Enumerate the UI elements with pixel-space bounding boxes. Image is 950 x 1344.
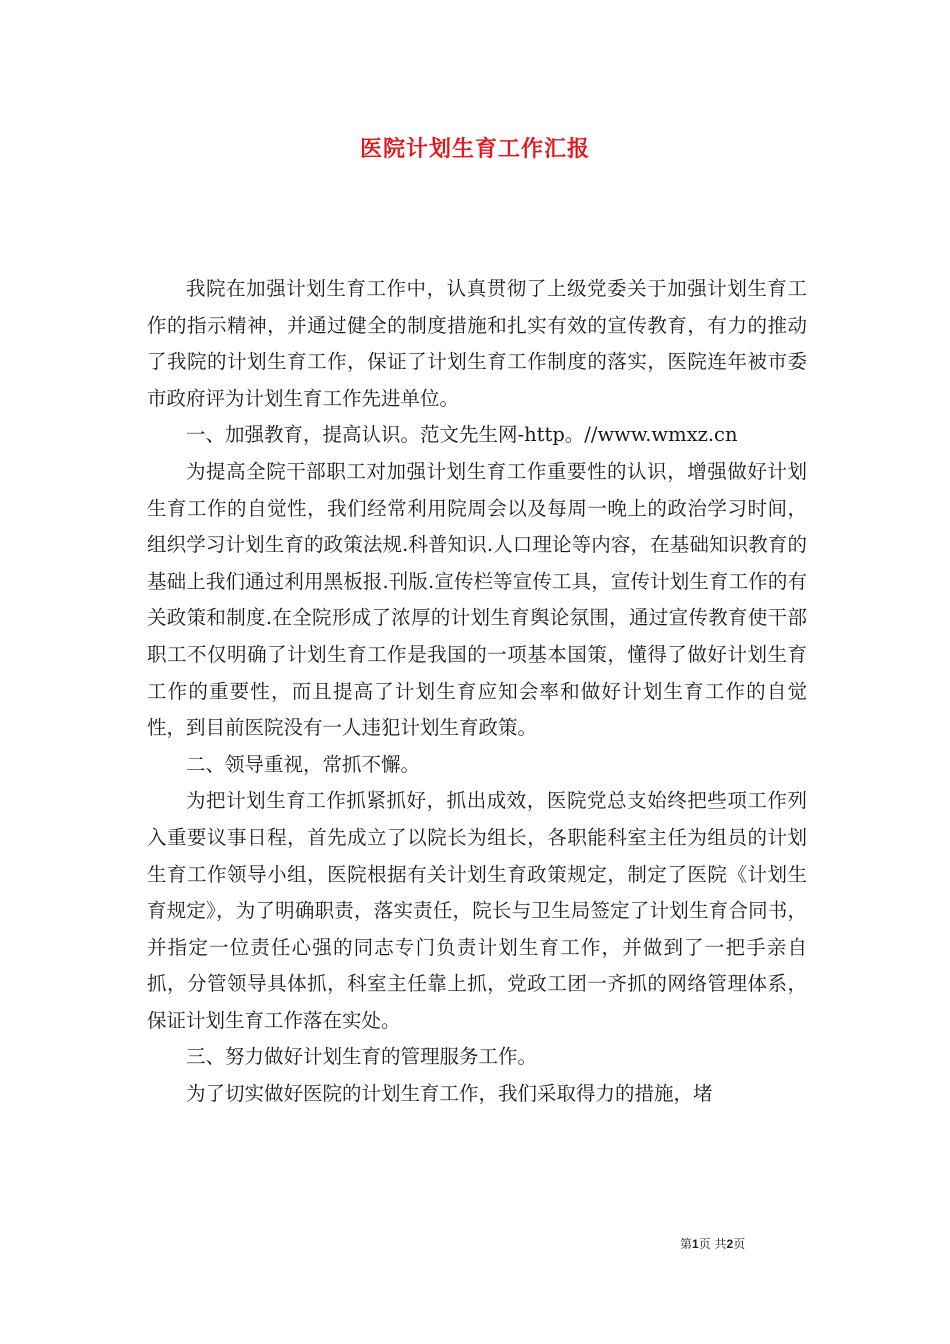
paragraph-section-3: 为了切实做好医院的计划生育工作，我们采取得力的措施，堵 bbox=[186, 1082, 713, 1106]
paragraph-section-1: 为提高全院干部职工对加强计划生育工作重要性的认识，增强做好计划生育工作的自觉性，我们经常利用院周会以及每周一晚上的政治学习时间，组织学习计划生育的政策法规.科普知识.人口理论等内容，在基础知识教育的基础上我们通过利用黑板报.刊版.宣传栏等宣传工具，宣传计划生育工作的有关政策和制度.在全院形成了浓厚的计划生育舆论氛围，通过宣传教育使干部职工不仅明确了计划生育工作是我国的一项基本国策，懂得了做好计划生育工作的重要性，而且提高了计划生育应知会率和做好计划生育工作的自觉性，到目前医院没有一人违犯计划生育政策。 bbox=[147, 459, 807, 740]
footer-middle: 页 共 bbox=[698, 1237, 727, 1251]
footer-suffix: 页 bbox=[733, 1237, 746, 1251]
section-heading-1: 一、加强教育，提高认识。范文先生网-http。//www.wmxz.cn bbox=[186, 423, 738, 447]
footer-total-pages: 2 bbox=[726, 1237, 734, 1251]
footer-prefix: 第 bbox=[680, 1237, 693, 1251]
document-title: 医院计划生育工作汇报 bbox=[359, 136, 590, 162]
paragraph-section-2: 为把计划生育工作抓紧抓好，抓出成效，医院党总支始终把些项工作列入重要议事日程，首先成立了以院长为组长，各职能科室主任为组员的计划生育工作领导小组，医院根据有关计划生育政策规定，制定了医院《计划生育规定》，为了明确职责，落实责任，院长与卫生局签定了计划生育合同书，并指定一位责任心强的同志专门负责计划生育工作，并做到了一把手亲自抓，分管领导具体抓，科室主任靠上抓，党政工团一齐抓的网络管理体系，保证计划生育工作落在实处。 bbox=[147, 789, 807, 1032]
footer-current-page: 1 bbox=[692, 1237, 699, 1251]
section-heading-3: 三、努力做好计划生育的管理服务工作。 bbox=[186, 1045, 538, 1069]
document-body bbox=[147, 271, 807, 1113]
section-heading-2: 二、领导重视，常抓不懈。 bbox=[186, 752, 421, 776]
paragraph-intro: 我院在加强计划生育工作中，认真贯彻了上级党委关于加强计划生育工作的指示精神，并通过健全的制度措施和扎实有效的宣传教育，有力的推动了我院的计划生育工作，保证了计划生育工作制度的落实，医院连年被市委市政府评为计划生育工作先进单位。 bbox=[147, 277, 807, 410]
page-footer bbox=[680, 1236, 810, 1252]
